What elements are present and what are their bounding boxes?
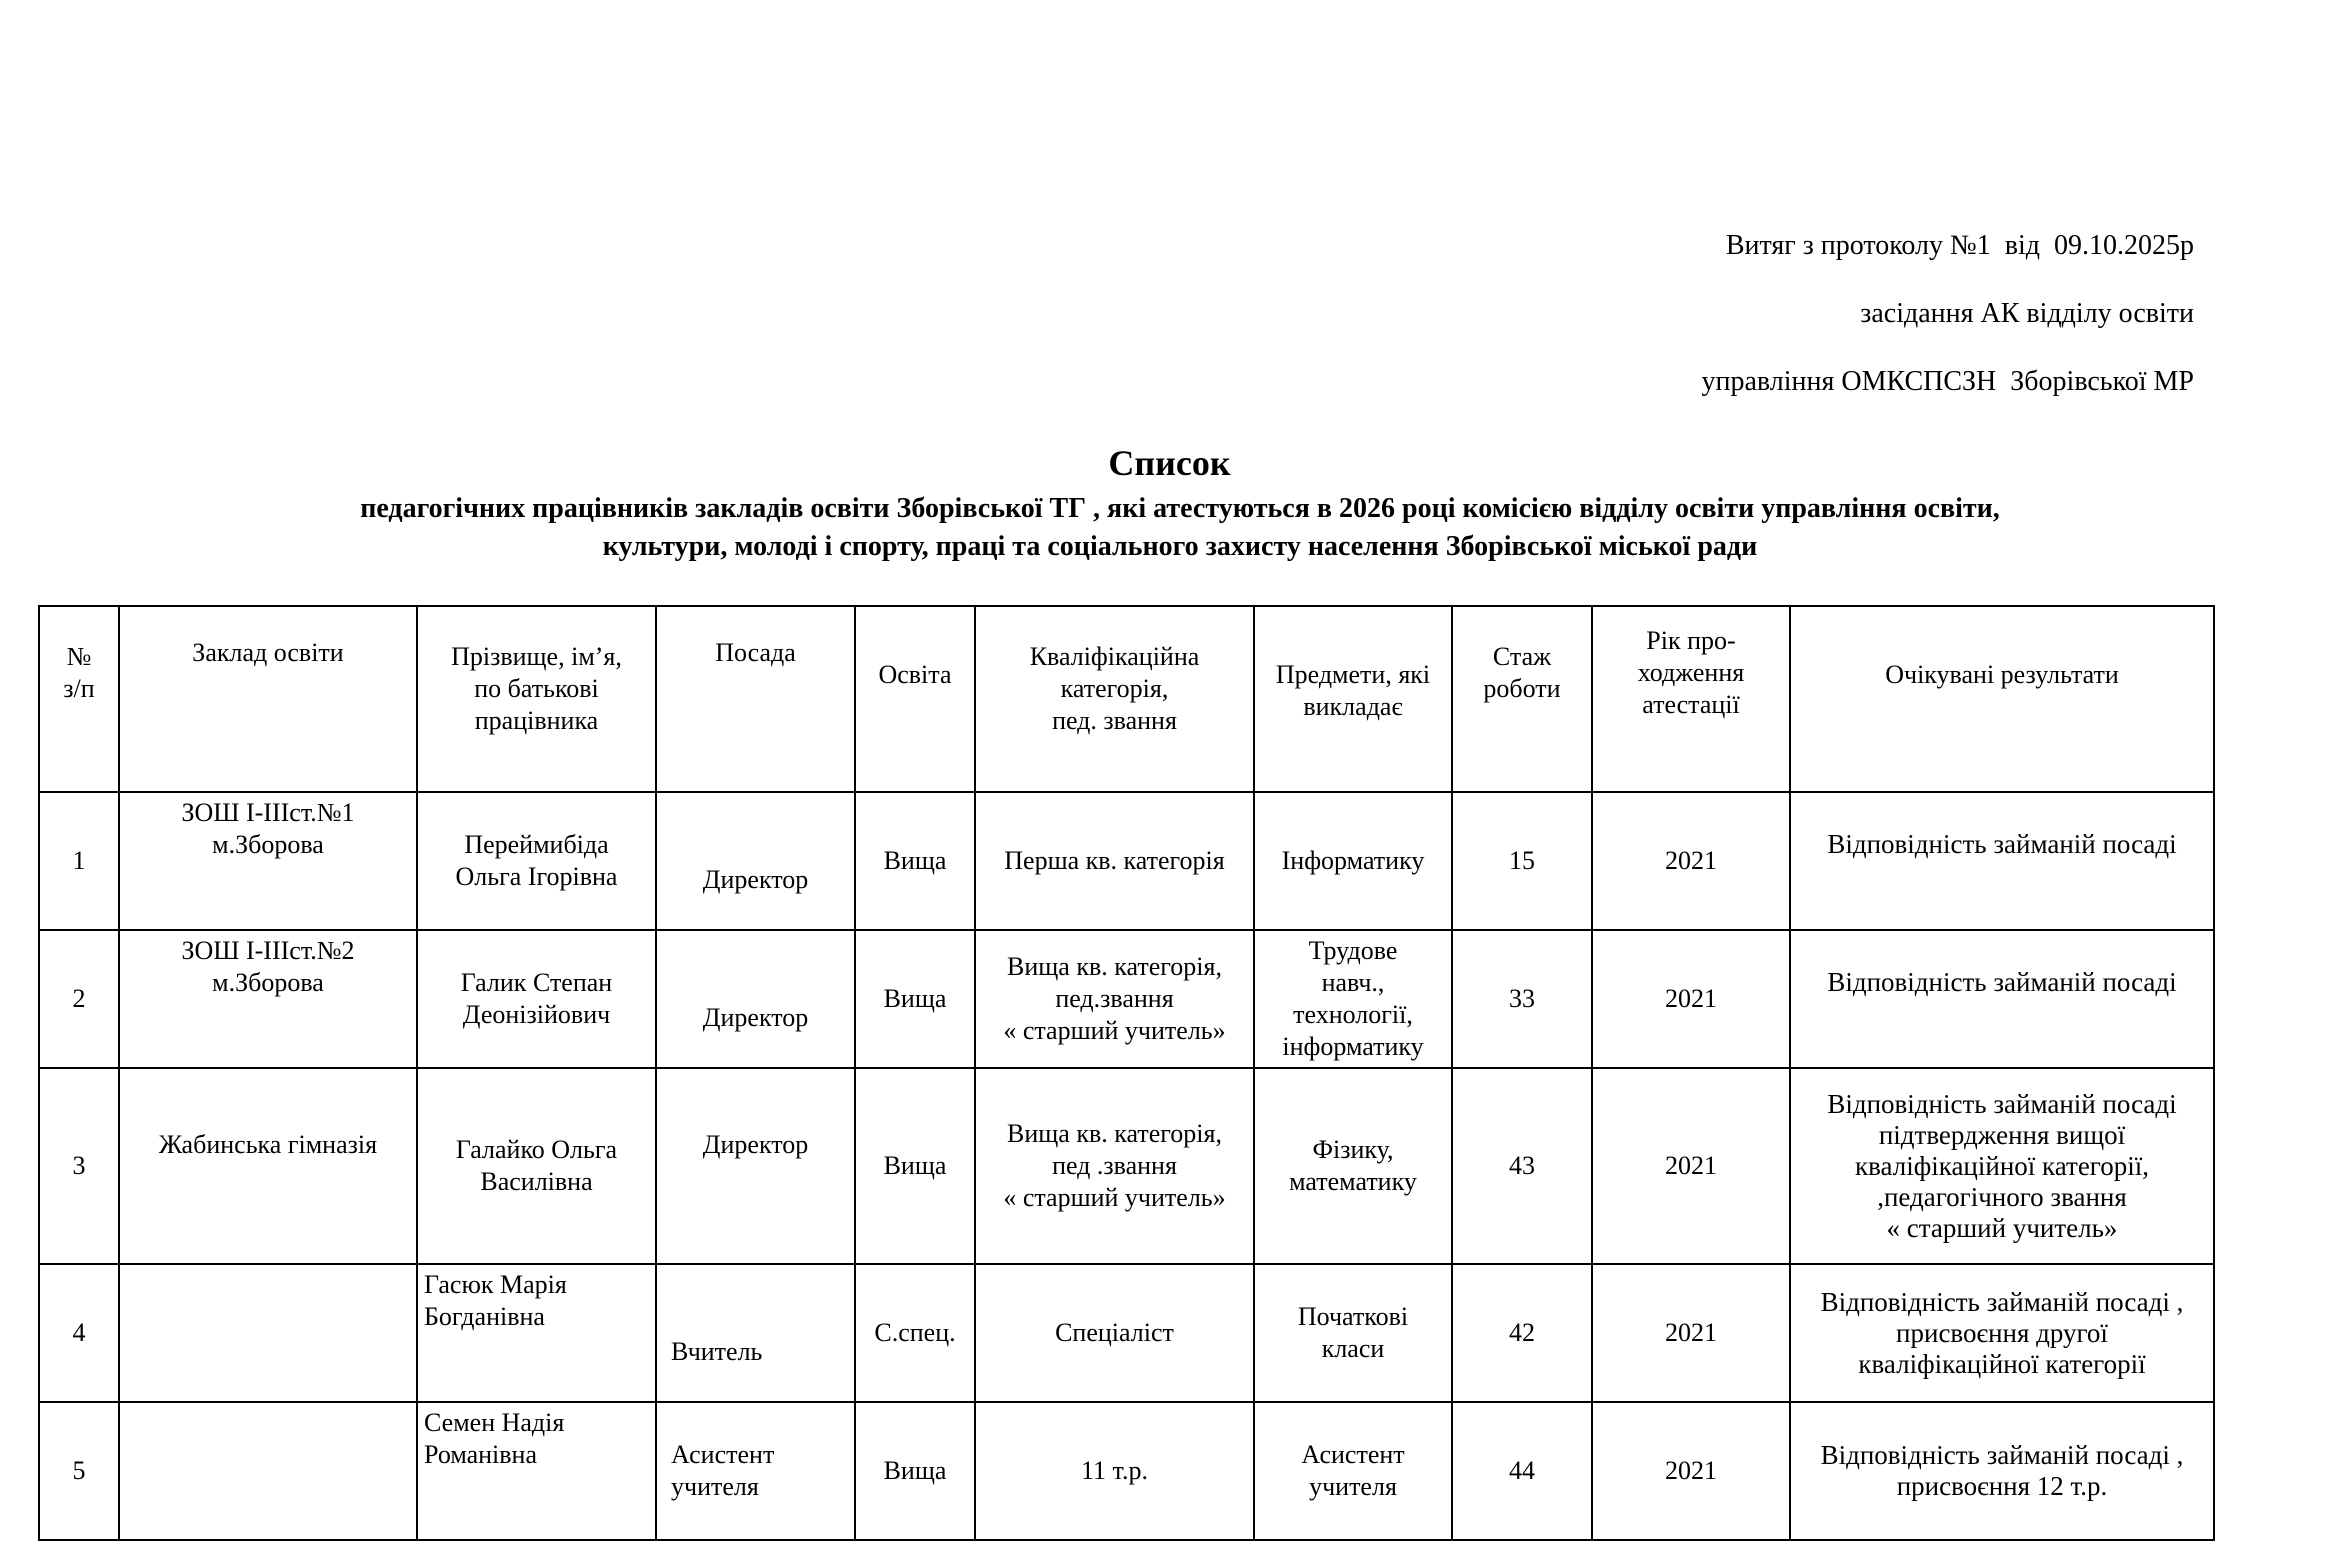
cell-name: Гасюк Марія Богданівна: [417, 1264, 656, 1402]
col-header-position: Посада: [656, 606, 855, 792]
table-row: [39, 1402, 2214, 1540]
cell-position: Директор: [656, 930, 855, 1068]
document-title: Список: [1108, 443, 1231, 483]
cell-year: 2021: [1592, 930, 1790, 1068]
cell-num: 5: [39, 1402, 119, 1540]
table-header-row: [39, 606, 2214, 792]
document-subtitle: [150, 490, 2210, 566]
cell-position: Директор: [656, 1068, 855, 1264]
subtitle-line-1: педагогічних працівників закладів освіти Зборівської ТГ , які атестуються в 2026 році комісією відділу освіти управління освіти,: [360, 493, 2000, 524]
cell-results: Відповідність займаній посаді підтвердження вищої кваліфікаційної категорії, ,педагогічного звання « старший учитель»: [1790, 1068, 2214, 1264]
cell-num: 4: [39, 1264, 119, 1402]
cell-year: 2021: [1592, 1068, 1790, 1264]
cell-results: Відповідність займаній посаді: [1790, 930, 2214, 1068]
cell-subjects: Фізику, математику: [1254, 1068, 1452, 1264]
cell-education: Вища: [855, 930, 975, 1068]
cell-name: Переймибіда Ольга Ігорівна: [417, 792, 656, 930]
cell-subjects: Асистент учителя: [1254, 1402, 1452, 1540]
cell-year: 2021: [1592, 1402, 1790, 1540]
cell-subjects: Трудове навч., технології, інформатику: [1254, 930, 1452, 1068]
cell-category: Вища кв. категорія, пед.звання « старший учитель»: [975, 930, 1254, 1068]
protocol-line-1: Витяг з протоколу №1 від 09.10.2025р: [1725, 230, 2194, 261]
attestation-table: [38, 605, 2215, 1541]
col-header-name: Прізвище, ім’я, по батькові працівника: [417, 606, 656, 792]
cell-education: Вища: [855, 1068, 975, 1264]
cell-category: Перша кв. категорія: [975, 792, 1254, 930]
table-row: [39, 792, 2214, 930]
protocol-line-3: управління ОМКСПСЗН Зборівської МР: [1701, 366, 2194, 397]
cell-name: Галайко Ольга Василівна: [417, 1068, 656, 1264]
cell-results: Відповідність займаній посаді: [1790, 792, 2214, 930]
cell-experience: 43: [1452, 1068, 1592, 1264]
cell-education: Вища: [855, 792, 975, 930]
cell-experience: 15: [1452, 792, 1592, 930]
table-row: [39, 1264, 2214, 1402]
cell-num: 2: [39, 930, 119, 1068]
cell-name: Галик Степан Деонізійович: [417, 930, 656, 1068]
cell-position: Директор: [656, 792, 855, 930]
cell-category: Спеціаліст: [975, 1264, 1254, 1402]
cell-results: Відповідність займаній посаді , присвоєння другої кваліфікаційної категорії: [1790, 1264, 2214, 1402]
subtitle-line-2: культури, молоді і спорту, праці та соціального захисту населення Зборівської міської ради: [602, 531, 1758, 562]
cell-school: ЗОШ І-ІІІст.№2 м.Зборова: [119, 930, 417, 1068]
cell-subjects: Початкові класи: [1254, 1264, 1452, 1402]
table-row: [39, 930, 2214, 1068]
cell-experience: 33: [1452, 930, 1592, 1068]
cell-subjects: Інформатику: [1254, 792, 1452, 930]
cell-category: 11 т.р.: [975, 1402, 1254, 1540]
cell-experience: 44: [1452, 1402, 1592, 1540]
cell-school: ЗОШ І-ІІІст.№1 м.Зборова: [119, 792, 417, 930]
cell-position: Вчитель: [656, 1264, 855, 1402]
cell-num: 1: [39, 792, 119, 930]
col-header-school: Заклад освіти: [119, 606, 417, 792]
col-header-subjects: Предмети, які викладає: [1254, 606, 1452, 792]
protocol-header: [1701, 232, 2194, 436]
cell-year: 2021: [1592, 1264, 1790, 1402]
cell-num: 3: [39, 1068, 119, 1264]
cell-category: Вища кв. категорія, пед .звання « старший учитель»: [975, 1068, 1254, 1264]
cell-name: Семен Надія Романівна: [417, 1402, 656, 1540]
protocol-line-2: засідання АК відділу освіти: [1860, 298, 2194, 329]
col-header-category: Кваліфікаційна категорія, пед. звання: [975, 606, 1254, 792]
col-header-results: Очікувані результати: [1790, 606, 2214, 792]
cell-school: Жабинська гімназія: [119, 1068, 417, 1264]
cell-school: [119, 1264, 417, 1402]
cell-year: 2021: [1592, 792, 1790, 930]
cell-school: [119, 1402, 417, 1540]
cell-education: С.спец.: [855, 1264, 975, 1402]
cell-results: Відповідність займаній посаді , присвоєння 12 т.р.: [1790, 1402, 2214, 1540]
cell-position: Асистент учителя: [656, 1402, 855, 1540]
cell-experience: 42: [1452, 1264, 1592, 1402]
col-header-year: Рік про- ходження атестації: [1592, 606, 1790, 792]
cell-education: Вища: [855, 1402, 975, 1540]
col-header-num: № з/п: [39, 606, 119, 792]
col-header-education: Освіта: [855, 606, 975, 792]
table-row: [39, 1068, 2214, 1264]
col-header-experience: Стаж роботи: [1452, 606, 1592, 792]
